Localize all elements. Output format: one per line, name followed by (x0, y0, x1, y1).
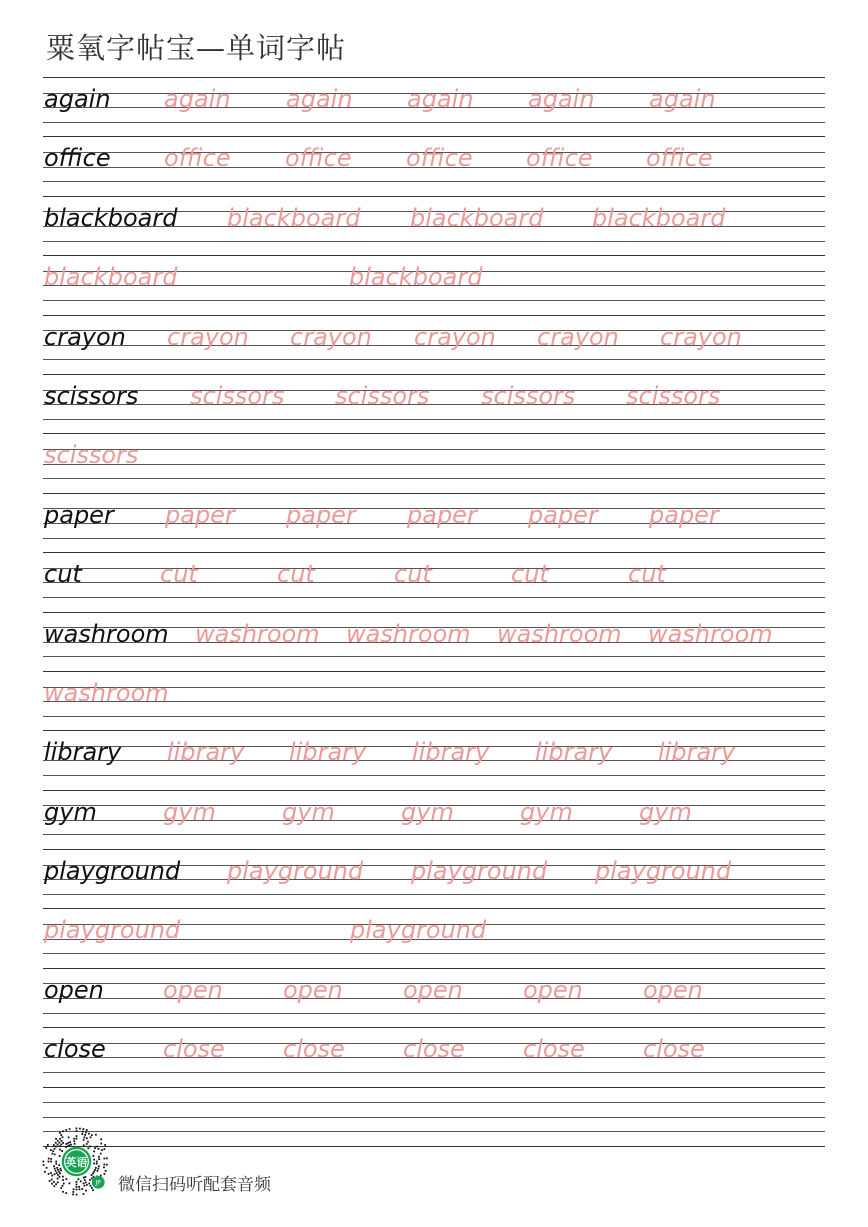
practice-row (43, 671, 825, 730)
guide-line (43, 359, 825, 360)
practice-row (43, 968, 825, 1027)
trace-word: cut (511, 560, 549, 589)
guide-line (43, 834, 825, 835)
trace-word: close (403, 1035, 465, 1064)
trace-word: again (286, 85, 353, 113)
trace-word: paper (528, 500, 598, 529)
trace-word: playground (44, 916, 181, 945)
trace-word: crayon (660, 322, 742, 351)
handwriting-practice-sheet (43, 77, 825, 1147)
guide-line (43, 1102, 825, 1103)
trace-word: close (163, 1035, 225, 1064)
guide-line (43, 241, 825, 242)
trace-word: playground (595, 857, 732, 886)
guide-line (43, 464, 825, 465)
guide-line (43, 597, 825, 598)
model-word: office (44, 144, 111, 173)
practice-row (43, 255, 825, 314)
guide-line (43, 1013, 825, 1014)
practice-row (43, 136, 825, 195)
guide-line (43, 656, 825, 657)
trace-word: gym (401, 797, 454, 826)
trace-word: office (646, 144, 713, 173)
practice-row (43, 849, 825, 908)
guide-line (43, 419, 825, 420)
practice-row (43, 1087, 825, 1146)
trace-word: office (285, 144, 352, 173)
trace-word: open (403, 975, 463, 1004)
guide-line (43, 1117, 825, 1118)
model-word: close (44, 1035, 106, 1064)
practice-row (43, 493, 825, 552)
practice-row (43, 730, 825, 789)
trace-word: open (523, 975, 583, 1004)
guide-line (43, 449, 825, 450)
guide-line (43, 300, 825, 301)
trace-word: paper (286, 500, 356, 529)
guide-line (43, 1131, 825, 1132)
trace-word: crayon (414, 322, 496, 351)
guide-line (43, 775, 825, 776)
trace-word: close (283, 1035, 345, 1064)
practice-row (43, 612, 825, 671)
trace-word: washroom (44, 678, 169, 707)
trace-word: playground (350, 916, 487, 945)
trace-word: again (528, 85, 595, 113)
trace-word: gym (639, 797, 692, 826)
guide-line (43, 894, 825, 895)
trace-word: blackboard (592, 203, 726, 232)
trace-word: cut (394, 560, 432, 589)
practice-row (43, 315, 825, 374)
trace-word: library (412, 738, 490, 767)
trace-word: crayon (167, 322, 249, 351)
trace-word: office (526, 144, 593, 173)
model-word: playground (44, 857, 181, 886)
trace-word: cut (160, 560, 198, 589)
trace-word: again (407, 85, 474, 113)
trace-word: library (535, 738, 613, 767)
trace-word: again (649, 85, 716, 113)
guide-line (43, 538, 825, 539)
model-word: crayon (44, 322, 126, 351)
practice-row (43, 908, 825, 967)
trace-word: cut (628, 560, 666, 589)
guide-line (43, 181, 825, 182)
trace-word: office (164, 144, 231, 173)
model-word: open (44, 975, 104, 1004)
trace-word: scissors (335, 381, 430, 410)
qr-code[interactable] (41, 1127, 112, 1198)
trace-word: paper (649, 500, 719, 529)
model-word: paper (44, 500, 114, 529)
guide-line (43, 716, 825, 717)
trace-word: open (283, 975, 343, 1004)
trace-word: gym (163, 797, 216, 826)
model-word: cut (44, 560, 82, 589)
trace-word: library (658, 738, 736, 767)
model-word: washroom (44, 619, 169, 648)
page-title: 粟氧字帖宝—单词字帖 (46, 31, 347, 65)
trace-word: paper (407, 500, 477, 529)
trace-word: playground (411, 857, 548, 886)
trace-word: washroom (346, 619, 471, 648)
trace-word: close (643, 1035, 705, 1064)
model-word: scissors (44, 381, 139, 410)
trace-word: open (163, 975, 223, 1004)
model-word: blackboard (44, 203, 178, 232)
practice-row (43, 1027, 825, 1086)
model-word: gym (44, 797, 97, 826)
guide-line (43, 953, 825, 954)
trace-word: crayon (290, 322, 372, 351)
guide-line (43, 478, 825, 479)
trace-word: gym (520, 797, 573, 826)
trace-word: library (167, 738, 245, 767)
trace-word: crayon (537, 322, 619, 351)
guide-line (43, 122, 825, 123)
qr-badge-label: 英语 (65, 1155, 88, 1169)
model-word: again (44, 85, 111, 113)
trace-word: scissors (44, 441, 139, 470)
trace-word: office (406, 144, 473, 173)
trace-word: open (643, 975, 703, 1004)
trace-word: washroom (195, 619, 320, 648)
trace-word: scissors (190, 381, 285, 410)
trace-word: blackboard (44, 263, 178, 292)
trace-word: cut (277, 560, 315, 589)
guide-line (43, 1072, 825, 1073)
trace-word: again (164, 85, 231, 113)
practice-row (43, 77, 825, 136)
sheet-bottom-line (43, 1146, 825, 1147)
trace-word: washroom (497, 619, 622, 648)
trace-word: playground (227, 857, 364, 886)
footer-caption: 微信扫码听配套音频 (118, 1175, 271, 1195)
trace-word: gym (282, 797, 335, 826)
trace-word: library (289, 738, 367, 767)
trace-word: washroom (648, 619, 773, 648)
practice-row (43, 374, 825, 433)
trace-word: close (523, 1035, 585, 1064)
trace-word: blackboard (349, 263, 483, 292)
practice-row (43, 433, 825, 492)
trace-word: scissors (626, 381, 721, 410)
trace-word: scissors (481, 381, 576, 410)
model-word: library (44, 738, 122, 767)
practice-row (43, 552, 825, 611)
trace-word: blackboard (227, 203, 361, 232)
practice-row (43, 790, 825, 849)
practice-row (43, 196, 825, 255)
trace-word: paper (165, 500, 235, 529)
qr-corner-label: JP (95, 1180, 101, 1187)
trace-word: blackboard (410, 203, 544, 232)
